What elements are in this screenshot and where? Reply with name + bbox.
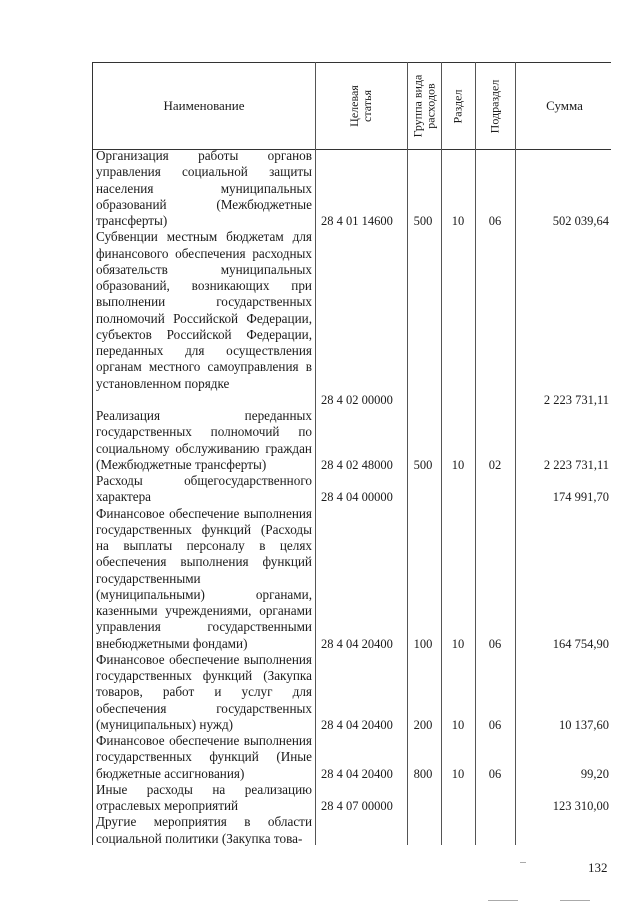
target-article-cell: 28 4 04 20400 bbox=[321, 766, 393, 781]
scan-mark bbox=[560, 900, 590, 901]
table-row bbox=[93, 506, 611, 652]
expense-group-cell: 500 bbox=[413, 214, 433, 228]
subsection-cell: 06 bbox=[488, 214, 502, 228]
header-subsection: Подраздел bbox=[487, 79, 502, 133]
expense-group-cell: 800 bbox=[413, 766, 433, 781]
table-row bbox=[93, 733, 611, 782]
amount-cell: 502 039,64 bbox=[552, 214, 609, 228]
section-cell: 10 bbox=[451, 636, 465, 651]
target-article-cell: 28 4 02 48000 bbox=[321, 457, 393, 472]
table-header bbox=[93, 62, 611, 150]
row-name: Иные расходы на реализацию отраслевых мероприятий bbox=[96, 781, 312, 813]
row-name: Субвенции местным бюджетам для финансового обеспечения расходных обязательств муниципальных образований, возникающих при выполнении государственных полномочий Российской Федерации, субъектов Российской Федерации, переданных для осуществления органам местного самоуправления в установленном порядке bbox=[96, 229, 312, 391]
table-row bbox=[93, 229, 611, 408]
row-name: Организация работы органов управления социальной защиты населения муниципальных образований (Межбюджетные трансферты) bbox=[96, 148, 312, 228]
row-name: Финансовое обеспечение выполнения государственных функций (Иные бюджетные ассигнования) bbox=[96, 733, 312, 781]
amount-cell: 10 137,60 bbox=[559, 717, 609, 732]
table-row bbox=[93, 473, 611, 506]
section-cell: 10 bbox=[451, 214, 465, 228]
target-article-cell: 28 4 01 14600 bbox=[321, 214, 393, 228]
row-name: Реализация переданных государственных полномочий по социальному обслуживанию граждан (Межбюджетные трансферты) bbox=[96, 408, 312, 472]
section-cell: 10 bbox=[451, 457, 465, 472]
target-article-cell: 28 4 04 20400 bbox=[321, 717, 393, 732]
target-article-cell: 28 4 04 20400 bbox=[321, 636, 393, 651]
table-row bbox=[93, 652, 611, 733]
table-row bbox=[93, 408, 611, 473]
subsection-cell: 02 bbox=[488, 457, 502, 472]
expense-group-cell: 500 bbox=[413, 457, 433, 472]
subsection-cell: 06 bbox=[488, 636, 502, 651]
expense-group-cell: 200 bbox=[413, 717, 433, 732]
subsection-cell: 06 bbox=[488, 717, 502, 732]
table-row bbox=[93, 148, 611, 229]
amount-cell: 164 754,90 bbox=[552, 636, 609, 651]
budget-table bbox=[92, 62, 611, 845]
amount-cell: 174 991,70 bbox=[552, 490, 609, 505]
row-name: Финансовое обеспечение выполнения государственных функций (Закупка товаров, работ и услуг для обеспечения государственных (муниципальных) нужд) bbox=[96, 651, 312, 732]
row-name: Расходы общегосударственного характера bbox=[96, 473, 312, 505]
amount-cell: 2 223 731,11 bbox=[543, 457, 609, 472]
section-cell: 10 bbox=[451, 717, 465, 732]
table-row bbox=[93, 782, 611, 815]
target-article-cell: 28 4 02 00000 bbox=[321, 392, 393, 407]
target-article-cell: 28 4 04 00000 bbox=[321, 490, 393, 505]
scan-mark bbox=[488, 900, 518, 901]
table-body bbox=[93, 148, 611, 847]
page-number: 132 bbox=[588, 860, 608, 875]
target-article-cell: 28 4 07 00000 bbox=[321, 799, 393, 813]
amount-cell: 99,20 bbox=[580, 766, 609, 781]
header-name: Наименование bbox=[163, 98, 245, 113]
amount-cell: 123 310,00 bbox=[552, 799, 609, 813]
expense-group-cell: 100 bbox=[413, 636, 433, 651]
header-sum: Сумма bbox=[546, 98, 583, 113]
amount-cell: 2 223 731,11 bbox=[543, 392, 609, 407]
section-cell: 10 bbox=[451, 766, 465, 781]
scan-mark bbox=[520, 862, 526, 863]
row-name: Финансовое обеспечение выполнения государственных функций (Расходы на выплаты персоналу в целях обеспечения выполнения функций государственными (муниципальными) органами, казенными учреждениями, органами управления государственными внебюджетными фондами) bbox=[96, 505, 312, 651]
header-code: Целевая статья bbox=[346, 85, 374, 127]
header-section: Раздел bbox=[450, 89, 465, 123]
subsection-cell: 06 bbox=[488, 766, 502, 781]
header-group: Группа вида расходов bbox=[410, 74, 437, 138]
row-name: Другие мероприятия в области социальной политики (Закупка това- bbox=[96, 814, 312, 846]
table-row bbox=[93, 814, 611, 847]
